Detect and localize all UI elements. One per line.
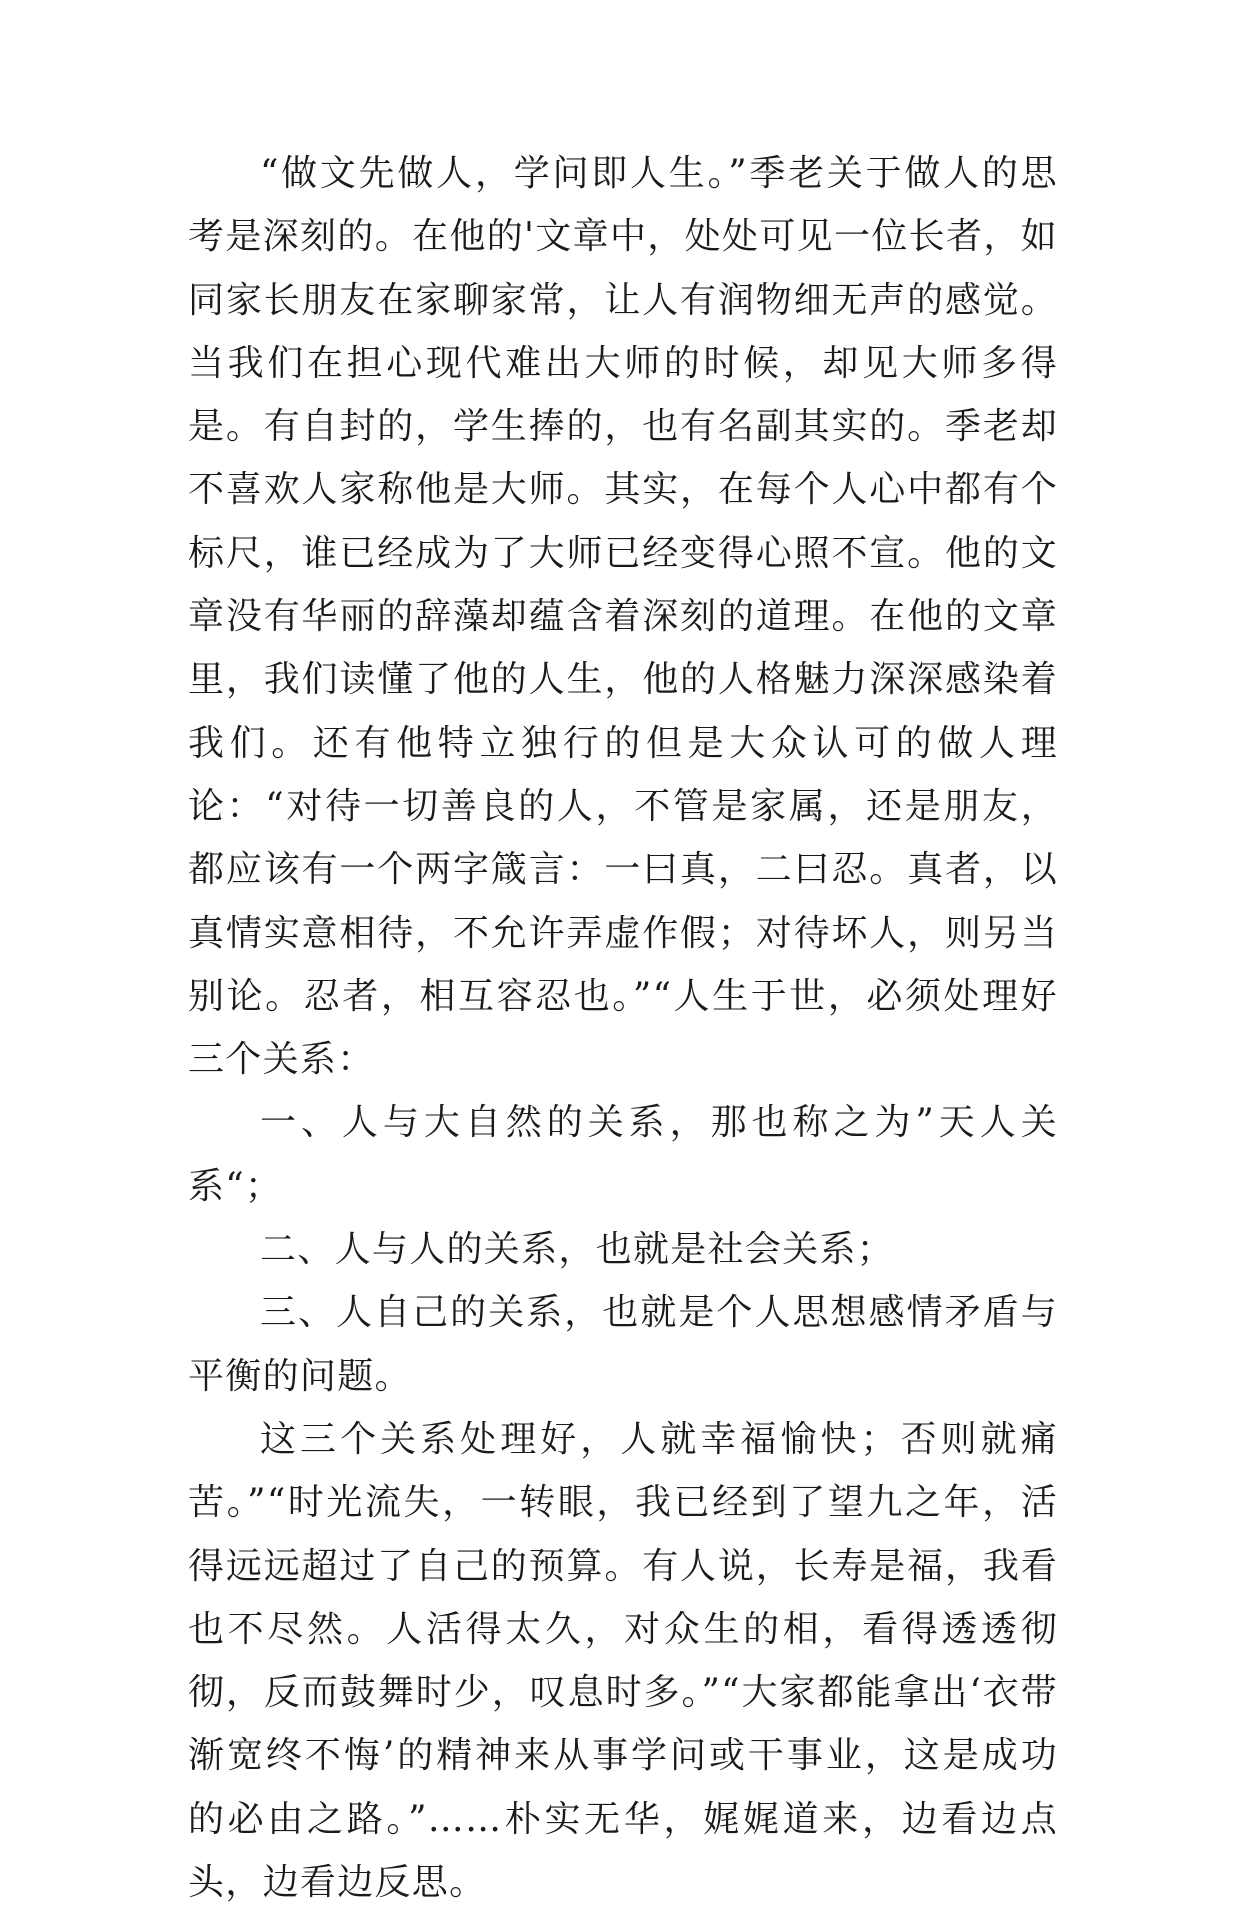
paragraph-relation-one: 一、人与大自然的关系，那也称之为”天人关系“；: [188, 1102, 1058, 1207]
paragraph-conclusion: 这三个关系处理好，人就幸福愉快；否则就痛苦。”“时光流失，一转眼，我已经到了望九之年，活得远远超过了自己的预算。有人说，长寿是福，我看也不尽然。人活得太久，对众生的相，看得透透彻彻，反而鼓舞时少，叹息时多。”“大家都能拿出‘衣带渐宽终不悔’的精神来从事学问或干事业，这是成功的必由之路。”……朴实无华，娓娓道来，边看边点头，边看边反思。: [188, 1418, 1058, 1904]
paragraph-intro: “做文先做人，学问即人生。”季老关于做人的思考是深刻的。在他的'文章中，处处可见一位长者，如同家长朋友在家聊家常，让人有润物细无声的感觉。当我们在担心现代难出大师的时候，却见大师多得是。有自封的，学生捧的，也有名副其实的。季老却不喜欢人家称他是大师。其实，在每个人心中都有个标尺，谁已经成为了大师已经变得心照不宣。他的文章没有华丽的辞藻却蕴含着深刻的道理。在他的文章里，我们读懂了他的人生，他的人格魅力深深感染着我们。还有他特立独行的但是大众认可的做人理论：“对待一切善良的人，不管是家属，还是朋友，都应该有一个两字箴言：一曰真，二曰忍。真者，以真情实意相待，不允许弄虚作假；对待坏人，则另当别论。忍者，相互容忍也。”“人生于世，必须处理好三个关系：: [188, 153, 1058, 1081]
paragraph-relation-two: 二、人与人的关系，也就是社会关系；: [260, 1229, 895, 1271]
document-body: [188, 142, 1058, 1914]
paragraph-relation-three: 三、人自己的关系，也就是个人思想感情矛盾与平衡的问题。: [188, 1292, 1058, 1397]
